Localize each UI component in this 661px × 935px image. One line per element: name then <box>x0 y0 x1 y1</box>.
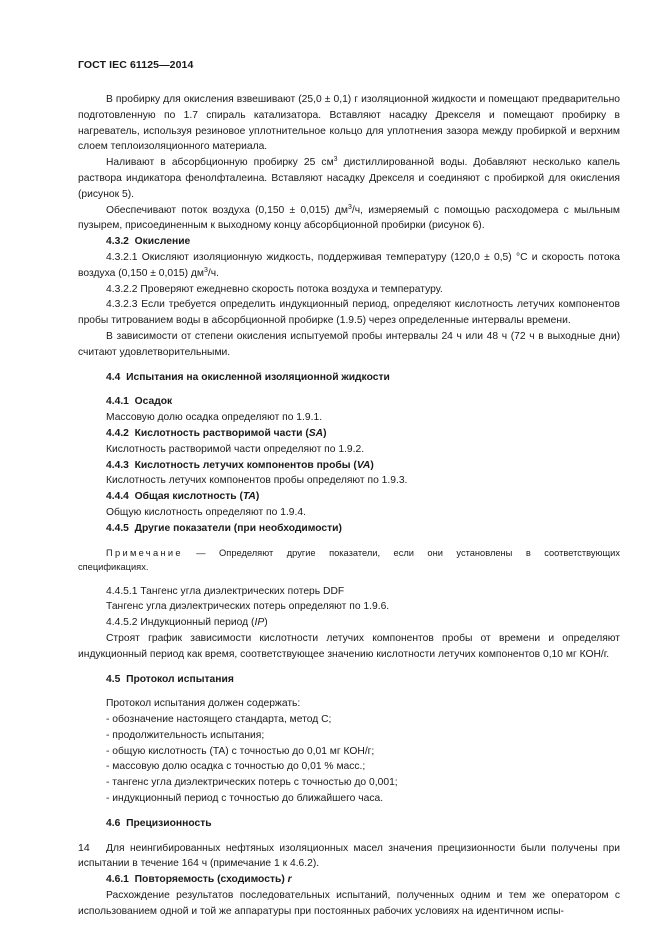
heading-4-4-2: 4.4.2 Кислотность растворимой части (SA) <box>106 427 327 439</box>
list-item: - индукционный период с точностью до ближайшего часа. <box>106 793 384 805</box>
page-number: 14 <box>78 842 90 854</box>
list-item: - общую кислотность (TA) с точностью до 0,01 мг КОН/г; <box>106 745 375 757</box>
paragraph: Массовую долю осадка определяют по 1.9.1. <box>106 412 323 424</box>
paragraph: Расхождение результатов последовательных испытаний, полученных одним и тем же оператором с использованием одной и той же аппаратуры при постоянных рабочих условиях на идентичном испы- <box>78 890 620 917</box>
heading-4-4-5: 4.4.5 Другие показатели (при необходимости) <box>106 522 342 534</box>
list-item: - обозначение настоящего стандарта, метод С; <box>106 714 332 726</box>
paragraph: Общую кислотность определяют по 1.9.4. <box>106 506 306 518</box>
list-item: - массовую долю осадка с точностью до 0,01 % масс.; <box>106 761 366 773</box>
heading-4-4-3: 4.4.3 Кислотность летучих компонентов пробы (VA) <box>106 459 374 471</box>
heading-4-4-4: 4.4.4 Общая кислотность (TA) <box>106 491 260 503</box>
paragraph: Наливают в абсорбционную пробирку 25 $см^3$ дистиллированной воды. Добавляют несколько капель раствора индикатора фенолфталеина. Вставляют насадку Дрекселя и соединяют с пробиркой для окисления (рисунок 5). <box>78 156 621 200</box>
heading-4-4-5-2: 4.4.5.2 Индукционный период (IP) <box>106 617 268 629</box>
paragraph: 4.3.2.3 Если требуется определить индукционный период, определяют кислотность летучих компонентов пробы титрованием воды в абсорбционной пробирке (1.9.5) через определенные интервалы времени. <box>78 299 620 327</box>
paragraph: Кислотность летучих компонентов пробы определяют по 1.9.3. <box>106 475 408 487</box>
standard-header: ГОСТ IEC 61125—2014 <box>78 59 194 71</box>
paragraph: 4.3.2.2 Проверяют ежедневно скорость потока воздуха и температуру. <box>106 283 443 295</box>
heading-4-4: 4.4 Испытания на окисленной изоляционной жидкости <box>106 371 390 383</box>
heading-4-5: 4.5 Протокол испытания <box>106 673 234 685</box>
superscript: 3 <box>203 266 208 274</box>
paragraph: Тангенс угла диэлектрических потерь определяют по 1.9.6. <box>106 601 390 613</box>
list-item: - тангенс угла диэлектрических потерь с точностью до 0,001; <box>106 777 398 789</box>
page-body <box>78 92 620 920</box>
heading-4-6: 4.6 Прецизионность <box>106 817 212 829</box>
paragraph: Протокол испытания должен содержать: <box>106 698 301 710</box>
superscript: 3 <box>333 156 338 164</box>
paragraph: Для неингибированных нефтяных изоляционных масел значения прецизионности были получены при испытании в течение 164 ч (примечание 1 к 4.6.2). <box>78 842 620 870</box>
superscript: 3 <box>347 203 352 211</box>
list-item: - продолжительность испытания; <box>106 729 265 741</box>
paragraph: Обеспечивают поток воздуха (0,150 ± 0,015) $дм^3/ч$, измеряемый с помощью расходомера с мыльным пузырем, присоединенным к выходному концу абсорбционной пробирки (рисунок 6). <box>78 203 620 232</box>
paragraph: В зависимости от степени окисления испытуемой пробы интервалы 24 ч или 48 ч (72 ч в выходные дни) считают удовлетворительными. <box>78 330 620 358</box>
report-contents-list <box>78 712 620 807</box>
heading-4-4-1: 4.4.1 Осадок <box>106 396 173 408</box>
heading-4-4-5-1: 4.4.5.1 Тангенс угла диэлектрических потерь DDF <box>106 585 345 597</box>
paragraph: Кислотность растворимой части определяют по 1.9.2. <box>106 443 365 455</box>
note: Примечание — Определяют другие показатели, если они установлены в соответствующих спецификациях. <box>78 547 620 573</box>
paragraph: Строят график зависимости кислотности летучих компонентов пробы от времени и определяют индукционный период как время, соответствующее значению кислотности летучих компонентов 0,10 мг КОН/г. <box>78 632 620 660</box>
heading-4-6-1: 4.6.1 Повторяемость (сходимость) r <box>106 874 292 886</box>
note-label: Примечание <box>106 547 183 558</box>
heading-4-3-2: 4.3.2 Окисление <box>106 236 191 248</box>
paragraph: В пробирку для окисления взвешивают (25,0 ± 0,1) г изоляционной жидкости и помещают предварительно подготовленную по 1.7 спираль катализатора. Вставляют насадку Дрекселя и помещают пробирку в нагреватель, используя резиновое уплотнительное кольцо для уплотнения зазора между пробиркой и верхним слоем теплоизоляционного материала. <box>78 94 620 153</box>
paragraph: 4.3.2.1 Окисляют изоляционную жидкость, поддерживая температуру (120,0 ± 0,5) °С и скорость потока воздуха (0,150 ± 0,015) $дм^3/ч$. <box>78 251 620 279</box>
